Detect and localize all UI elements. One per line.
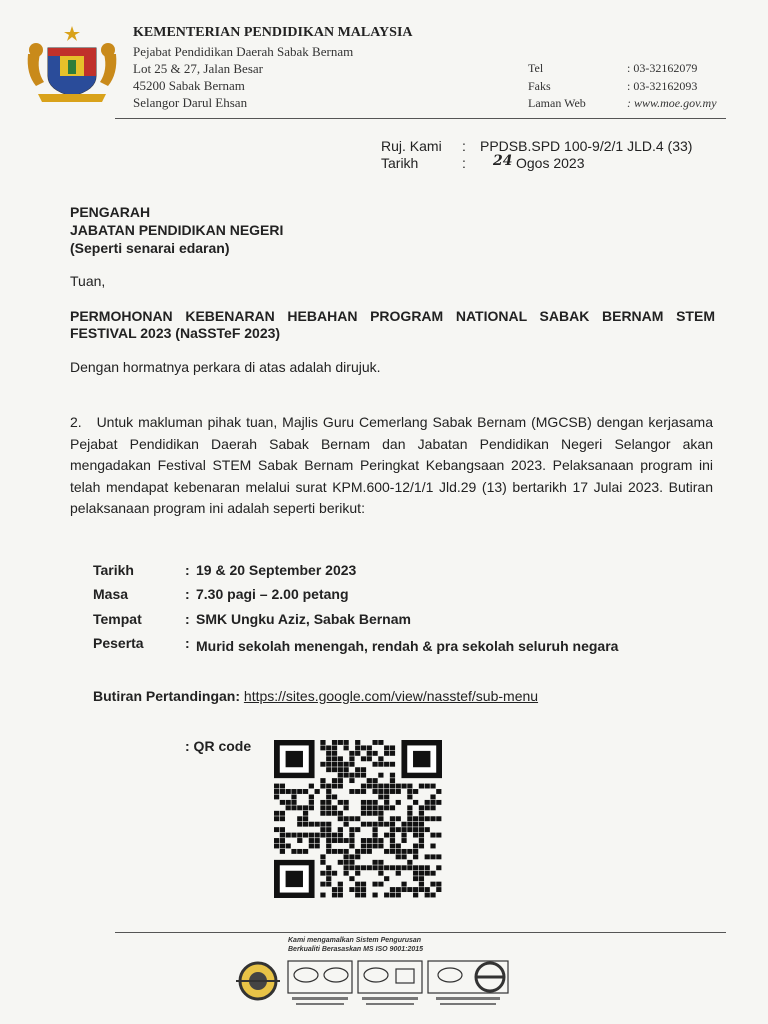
- recipient-department: JABATAN PENDIDIKAN NEGERI: [70, 222, 284, 238]
- detail-venue-value: SMK Ungku Aziz, Sabak Bernam: [196, 611, 411, 627]
- detail-colon: :: [185, 635, 190, 651]
- fax-label: Faks: [528, 79, 551, 93]
- qr-code-label: : QR code: [185, 738, 252, 754]
- detail-time-value: 7.30 pagi – 2.00 petang: [196, 586, 349, 602]
- iso-statement: Kami mengamalkan Sistem Pengurusan: [288, 937, 422, 944]
- header-divider: [115, 118, 726, 119]
- detail-date-value: 19 & 20 September 2023: [196, 562, 357, 578]
- ministry-name: KEMENTERIAN PENDIDIKAN MALAYSIA: [133, 25, 413, 40]
- detail-colon: :: [185, 562, 190, 578]
- office-name: Pejabat Pendidikan Daerah Sabak Bernam: [133, 44, 354, 59]
- paragraph-2: 2. Untuk makluman pihak tuan, Majlis Guru Cemerlang Sabak Bernam (MGCSB) dengan kerjasama Pejabat Pendidikan Daerah Sabak Bernam dan Jabatan Pendidikan Negeri Selangor akan mengadakan Festival STEM Sabak Bernam Peringkat Kebangsaan 2023. Pelaksanaan program ini telah mendapat kebenaran melalui surat KPM.600-12/1/1 Jld.29 (13) bertarikh 17 Julai 2023. Butiran pelaksanaan program ini adalah seperti berikut:: [70, 414, 713, 516]
- date-value: Ogos 2023: [516, 155, 585, 171]
- handwritten-day: 24: [493, 153, 513, 169]
- tel-value: : 03-32162079: [627, 61, 698, 75]
- tel-label: Tel: [528, 61, 544, 75]
- website-label: Laman Web: [528, 96, 586, 110]
- reference-number: PPDSB.SPD 100-9/2/1 JLD.4 (33): [480, 138, 693, 154]
- detail-venue-label: Tempat: [93, 611, 142, 627]
- salutation: Tuan,: [70, 273, 106, 289]
- opening-line: Dengan hormatnya perkara di atas adalah dirujuk.: [70, 359, 381, 375]
- date-label: Tarikh: [381, 155, 419, 171]
- fax-value: : 03-32162093: [627, 79, 698, 93]
- address-line: 45200 Sabak Bernam: [133, 78, 245, 93]
- competition-details: [93, 688, 538, 704]
- competition-label: Butiran Pertandingan:: [93, 688, 241, 704]
- website-value: : www.moe.gov.my: [627, 96, 717, 110]
- detail-colon: :: [185, 586, 190, 602]
- recipient-title: PENGARAH: [70, 204, 151, 220]
- address-line: Selangor Darul Ehsan: [133, 95, 248, 110]
- coat-of-arms-logo: [24, 24, 120, 106]
- detail-colon: :: [185, 611, 190, 627]
- reference-colon: :: [462, 138, 466, 154]
- iso-statement: Berkualiti Berasaskan MS ISO 9001:2015: [288, 946, 424, 953]
- detail-date-label: Tarikh: [93, 562, 134, 578]
- footer-divider: [115, 932, 726, 933]
- recipient-note: (Seperti senarai edaran): [70, 240, 230, 256]
- detail-time-label: Masa: [93, 586, 129, 602]
- date-colon: :: [462, 155, 466, 171]
- certification-logos: [236, 955, 518, 1013]
- reference-label: Ruj. Kami: [381, 138, 442, 154]
- qr-code-image[interactable]: [274, 740, 442, 898]
- address-line: Lot 25 & 27, Jalan Besar: [133, 61, 263, 76]
- detail-participants-label: Peserta: [93, 635, 144, 651]
- letter-subject: PERMOHONAN KEBENARAN HEBAHAN PROGRAM NATIONAL SABAK BERNAM STEM FESTIVAL 2023 (NaSSTeF 2023): [70, 308, 715, 341]
- competition-link[interactable]: https://sites.google.com/view/nasstef/sub-menu: [243, 688, 539, 704]
- detail-participants-value: Murid sekolah menengah, rendah & pra sekolah seluruh negara: [196, 638, 619, 654]
